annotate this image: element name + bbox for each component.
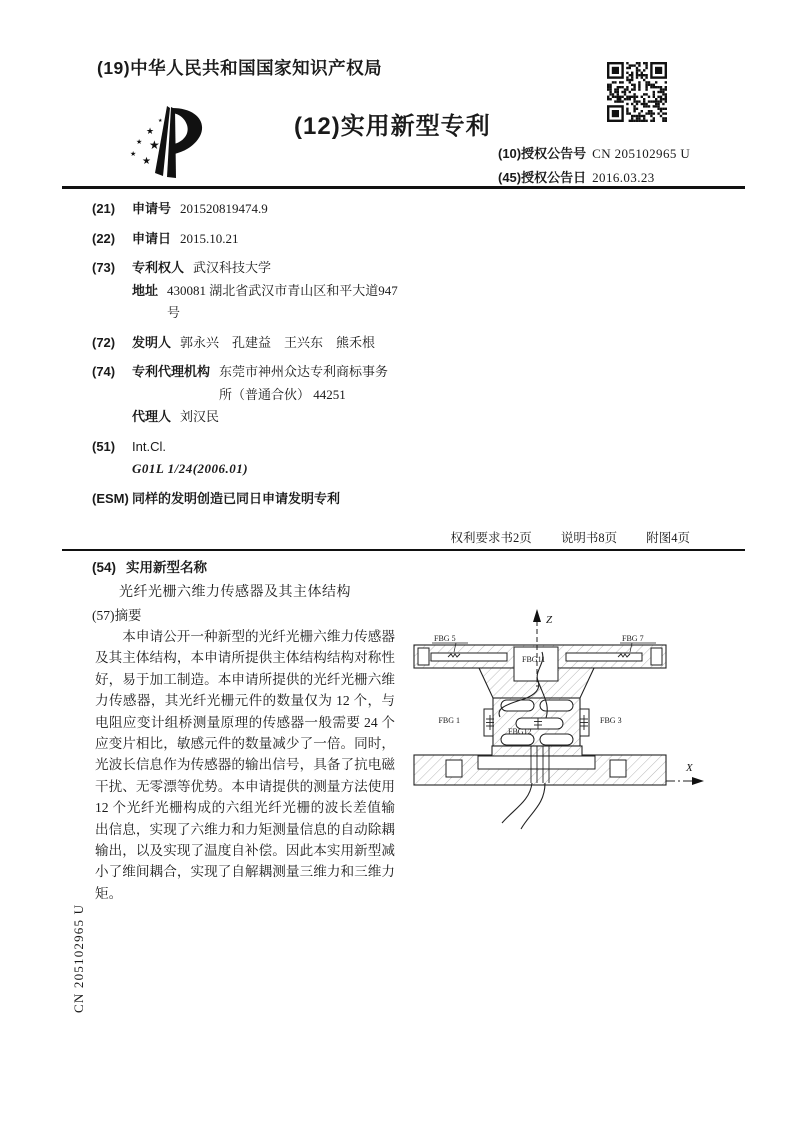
field-value: 武汉科技大学 xyxy=(193,260,272,275)
field-code: (51) xyxy=(92,438,116,454)
field-code: (72) xyxy=(92,334,116,350)
pub-number-value: CN 205102965 U xyxy=(592,146,691,161)
pub-number-code: (10) xyxy=(498,146,522,161)
figure-label-fbg1: FBG 1 xyxy=(438,716,460,725)
pub-number-label: 授权公告号 xyxy=(521,146,587,161)
figure-label-fbg5: FBG 5 xyxy=(434,634,456,643)
field-label: 申请日 xyxy=(132,230,172,246)
pub-date-code: (45) xyxy=(498,170,522,185)
agent-value: 刘汉民 xyxy=(180,409,220,424)
field-code: (22) xyxy=(92,230,116,246)
field-esm xyxy=(92,488,484,511)
figure-label-fbg7: FBG 7 xyxy=(622,634,644,643)
svg-text:★: ★ xyxy=(142,156,151,167)
bibliographic-block xyxy=(92,198,484,517)
drawings-pages: 附图4页 xyxy=(646,531,690,545)
qr-code-icon xyxy=(607,62,667,122)
agency-line xyxy=(132,361,484,406)
claims-pages: 权利要求书2页 xyxy=(450,531,532,545)
field-value: 2015.10.21 xyxy=(180,230,239,246)
svg-text:★: ★ xyxy=(158,118,163,124)
field-value: 201520819474.9 xyxy=(180,201,268,216)
field-code: (73) xyxy=(92,260,116,275)
section-code: (54) xyxy=(92,560,117,575)
doc-type-name: 实用新型专利 xyxy=(340,113,491,140)
svg-text:★: ★ xyxy=(146,127,155,137)
field-label: 专利代理机构 xyxy=(132,364,211,379)
office-code: (19) xyxy=(97,58,131,78)
section-divider xyxy=(62,549,745,551)
field-label: 申请号 xyxy=(132,201,172,216)
publication-block xyxy=(498,142,690,190)
doc-type-title xyxy=(294,106,491,141)
field-inventors xyxy=(92,332,484,355)
field-value: 东莞市神州众达专利商标事务所（普通合伙） 44251 xyxy=(219,364,389,402)
figure-label-fbg11: FBG11 xyxy=(522,655,546,664)
agent-label: 代理人 xyxy=(132,409,172,424)
field-patentee xyxy=(92,257,484,325)
title-section-heading xyxy=(92,556,207,576)
figure-label-fbg12: FBG12 xyxy=(508,727,532,736)
field-value: 郭永兴 孔建益 王兴东 熊禾根 xyxy=(180,334,376,350)
section-label: 实用新型名称 xyxy=(126,560,208,575)
section-label: 摘要 xyxy=(114,608,142,623)
svg-text:★: ★ xyxy=(136,138,143,146)
ipc-class: G01L 1/24(2006.01) xyxy=(132,461,249,476)
field-agency xyxy=(92,361,484,429)
pub-date-label: 授权公告日 xyxy=(521,170,587,185)
figure-label-fbg3: FBG 3 xyxy=(600,716,622,725)
pub-date-value: 2016.03.23 xyxy=(592,170,655,185)
office-name: 中华人民共和国国家知识产权局 xyxy=(130,58,383,78)
office-line xyxy=(97,55,382,80)
esm-text: 同样的发明创造已同日申请发明专利 xyxy=(132,490,341,506)
description-pages: 说明书8页 xyxy=(560,531,618,545)
figure-z-axis-label: Z xyxy=(546,614,553,626)
sipo-logo-icon xyxy=(122,96,214,193)
svg-text:★: ★ xyxy=(149,138,160,152)
address-label: 地址 xyxy=(132,282,159,298)
header-divider xyxy=(62,186,745,189)
section-code: (57) xyxy=(92,608,115,623)
address-line xyxy=(132,280,484,325)
field-code: (ESM) xyxy=(92,490,129,506)
sensor-cross-section-figure xyxy=(404,597,706,835)
field-application-date xyxy=(92,228,484,251)
doc-type-code: (12) xyxy=(294,113,341,140)
abstract-text: 本申请公开一种新型的光纤光栅六维力传感器及其主体结构，本申请所提供主体结构结构对称性好，易于加工制造。本申请所提供的光纤光栅六维力传感器，其光纤光栅元件的数量仅为 12 个，与电阻应变计组桥测量原理的传感器一般需要 24 个应变片相比，敏感元件的数量减少了一倍。同时，光波长信息作为传感器的输出信号，具备了抗电磁干扰、无零漂等优势。本申请提供的测量方法使用 12 个光纤光栅构成的六组光纤光栅的波长差值输出信息，实现了六维力和力矩测量信息的自动除耦输出，以及实现了温度自补偿。因此本实用新型减小了维间耦合，实现了自解耦测量三维力和三维力矩。 xyxy=(95,629,395,901)
invention-title: 光纤光栅六维力传感器及其主体结构 xyxy=(119,585,351,600)
pages-info xyxy=(450,528,690,546)
figure-x-axis-label: X xyxy=(686,762,693,774)
field-int-cl xyxy=(92,436,484,481)
field-label: Int.Cl. xyxy=(132,438,166,454)
pub-number-line xyxy=(498,142,690,166)
side-publication-code: CN 205102965 U xyxy=(71,903,86,1013)
svg-text:★: ★ xyxy=(130,150,137,158)
field-application-number xyxy=(92,198,484,221)
patentee-line xyxy=(132,257,484,280)
field-label: 发明人 xyxy=(132,334,172,350)
field-label: 专利权人 xyxy=(132,260,185,275)
address-value: 430081 湖北省武汉市青山区和平大道947 号 xyxy=(167,282,398,320)
field-code: (21) xyxy=(92,201,116,216)
agent-line xyxy=(132,406,484,429)
abstract-section-heading xyxy=(92,604,142,624)
field-code: (74) xyxy=(92,364,116,379)
